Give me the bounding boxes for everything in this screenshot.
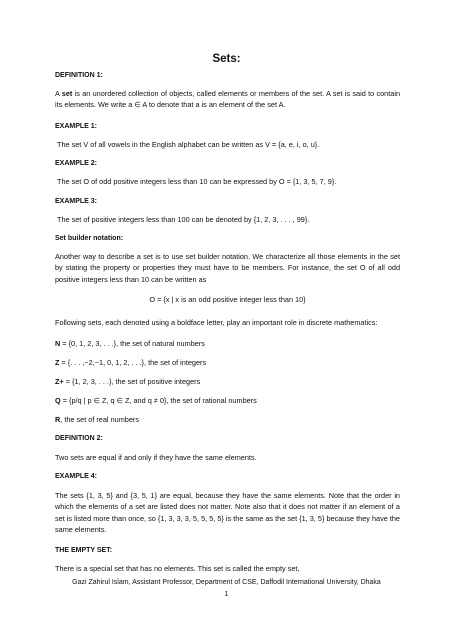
set-description: = {1, 2, 3, . . .}, the set of positive integers	[63, 377, 201, 386]
example-3-heading: EXAMPLE 3:	[55, 198, 98, 205]
page-title: Sets:	[212, 53, 241, 65]
set-builder-formula: O = {x | x is an odd positive integer less than 10}	[149, 295, 306, 304]
set-builder-paragraph: Another way to describe a set is to use set builder notation. We characterize all those elements in the set by stating the property or properties they must have to be members. For instance, the set O of all odd positive integers less than 10 can be written as	[55, 252, 400, 284]
definition-1-paragraph	[55, 88, 400, 111]
example-1-text: The set V of all vowels in the English alphabet can be written as V = {a, e, i, o, u}.	[57, 140, 320, 149]
definition-1-term: set	[61, 89, 73, 98]
example-2-text: The set O of odd positive integers less than 10 can be expressed by O = {1, 3, 5, 7, 9}.	[57, 177, 337, 186]
footer-author: Gazi Zahirul Islam, Assistant Professor, Department of CSE, Daffodil International University, Dhaka	[72, 579, 381, 586]
following-sets-intro: Following sets, each denoted using a boldface letter, play an important role in discrete mathematics:	[55, 318, 378, 327]
set-description: = {. . . ,−2,−1, 0, 1, 2, . . .}, the set of integers	[59, 358, 207, 367]
set-description: = {0, 1, 2, 3, . . .}, the set of natural numbers	[60, 339, 205, 348]
set-real-numbers	[55, 414, 400, 425]
set-description: , the set of real numbers	[60, 415, 139, 424]
definition-2-heading: DEFINITION 2:	[55, 435, 103, 442]
set-symbol: N	[55, 339, 61, 348]
set-integers	[55, 357, 400, 368]
set-builder-heading: Set builder notation:	[55, 235, 124, 242]
example-4-heading: EXAMPLE 4:	[55, 473, 98, 480]
set-rational-numbers	[55, 395, 400, 406]
page-number: 1	[224, 591, 229, 598]
set-symbol: R	[55, 415, 61, 424]
example-3-text: The set of positive integers less than 100 can be denoted by {1, 2, 3, . . . , 99}.	[57, 215, 310, 224]
set-positive-integers	[55, 376, 400, 387]
set-symbol: Z+	[55, 377, 64, 386]
example-2-heading: EXAMPLE 2:	[55, 160, 98, 167]
set-symbol: Q	[55, 396, 61, 405]
set-symbol: Z	[55, 358, 60, 367]
definition-2-text: Two sets are equal if and only if they have the same elements.	[55, 453, 257, 462]
example-1-heading: EXAMPLE 1:	[55, 123, 98, 130]
empty-set-text: There is a special set that has no elements. This set is called the empty set,	[55, 564, 300, 573]
empty-set-heading: THE EMPTY SET:	[55, 547, 113, 554]
set-natural-numbers	[55, 338, 400, 349]
definition-1-heading: DEFINITION 1:	[55, 72, 103, 79]
definition-1-lead: A	[55, 89, 62, 98]
example-4-text: The sets {1, 3, 5} and {3, 5, 1} are equal, because they have the same elements. Note that the order in which the elements of a set are listed does not matter. Note also that it does not matter if an element of a set is listed more than once, so {1, 3, 3, 3, 5, 5, 5, 5} is the same as the set {1, 3, 5} because they have the same elements.	[55, 491, 400, 535]
set-description: = {p/q | p ∈ Z, q ∈ Z, and q ≠ 0}, the set of rational numbers	[60, 396, 257, 405]
definition-1-body: is an unordered collection of objects, called elements or members of the set. A set is said to contain its elements. We write a ∈ A to denote that a is an element of the set A.	[55, 89, 401, 110]
